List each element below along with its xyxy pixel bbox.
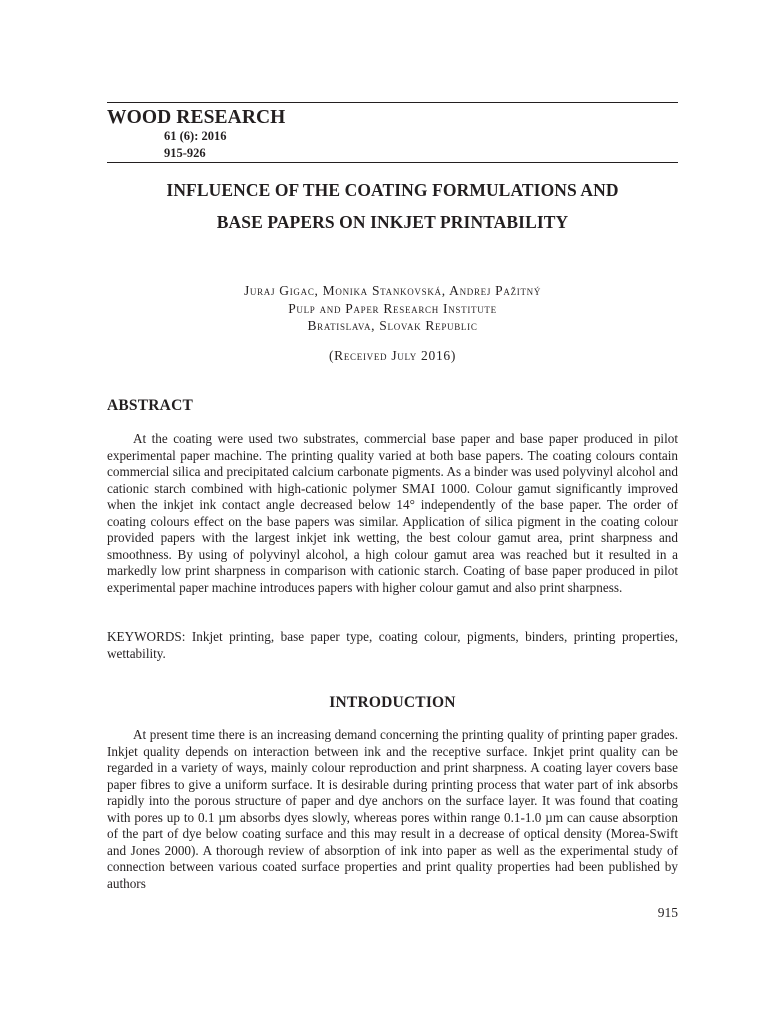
- introduction-paragraph: At present time there is an increasing demand concerning the printing quality of printing paper grades. Inkjet quality depends on interaction between ink and the receptive surface. Inkjet print quality can be regarded in a variety of ways, mainly colour reproduction and print sharpness. A coating layer covers base paper fibres to give a uniform surface. It is desirable during printing process that water part of ink absorbs rapidly into the porous structure of paper and dye anchors on the surface layer. It was found that coating with pores up to 0.1 µm absorbs dyes slowly, whereas pores within range 0.1-1.0 µm can cause absorption of the part of dye below coating surface and this may result in a decrease of optical density (Morea-Swift and Jones 2000). A thorough review of absorption of ink into paper as well as the experimental study of connection between various coated surface properties and print quality properties had been published by authors: [107, 727, 678, 891]
- journal-pages: 915-926: [164, 146, 206, 160]
- introduction-heading: INTRODUCTION: [329, 694, 456, 711]
- author-affiliation: Pulp and Paper Research Institute: [288, 300, 497, 316]
- keywords-paragraph: KEYWORDS: Inkjet printing, base paper type, coating colour, pigments, binders, printing properties, wettability.: [107, 629, 678, 661]
- received-date: (Received July 2016): [328, 348, 457, 363]
- abstract-paragraph: At the coating were used two substrates, commercial base paper and base paper produced in pilot experimental paper machine. The printing quality varied at both base papers. The coating colours contain commercial silica and precipitated calcium carbonate pigments. As a binder was used polyvinyl alcohol and cationic starch combined with high-cationic polymer SMAI 1000. Colour gamut significantly improved when the inkjet ink contact angle decreased below 14° independently of the base paper. The order of coating colours effect on the base papers was similar. Application of silica pigment in the coating colour provided papers with the largest inkjet ink wetting, the best colour gamut area, print sharpness and smoothness. By using of polyvinyl alcohol, a high colour gamut area was reached but it resulted in a markedly low print sharpness in comparison with cationic starch. Coating of base paper produced in pilot experimental paper machine introduces papers with higher colour gamut and also print sharpness.: [107, 431, 678, 595]
- page-number: 915: [657, 905, 678, 920]
- abstract-heading: ABSTRACT: [107, 397, 194, 414]
- article-title-line-1: INFLUENCE OF THE COATING FORMULATIONS AND: [166, 180, 619, 200]
- header-top-rule: [107, 102, 678, 103]
- header-bottom-rule: [107, 162, 678, 163]
- author-list: Juraj Gigac, Monika Stankovská, Andrej Pažitný: [243, 283, 542, 298]
- journal-volume-issue: 61 (6): 2016: [164, 129, 227, 143]
- author-block: [107, 282, 678, 335]
- article-title: [107, 174, 678, 238]
- author-location: Bratislava, Slovak Republic: [307, 318, 478, 333]
- article-title-line-2: BASE PAPERS ON INKJET PRINTABILITY: [216, 212, 569, 232]
- journal-name: WOOD RESEARCH: [107, 107, 286, 128]
